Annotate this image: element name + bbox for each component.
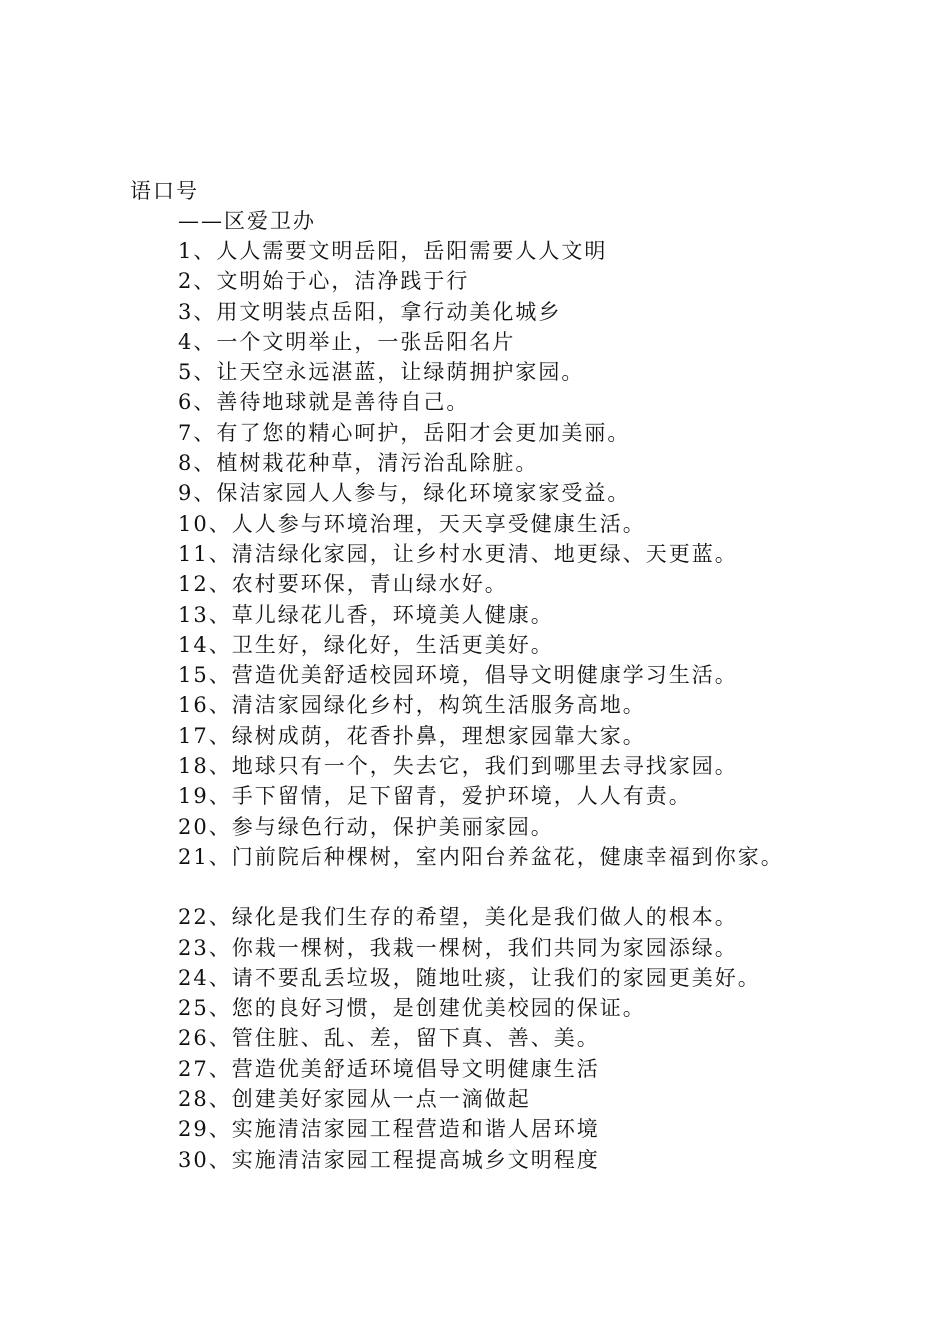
slogan-item: 23、你栽一棵树，我栽一棵树，我们共同为家园添绿。: [178, 935, 738, 960]
slogan-item: 12、农村要环保，青山绿水好。: [178, 572, 508, 597]
slogan-item: 24、请不要乱丢垃圾，随地吐痰，让我们的家园更美好。: [178, 965, 761, 990]
slogan-item: 2、文明始于心，洁净践于行: [178, 269, 470, 294]
slogan-item: 26、管住脏、乱、差，留下真、善、美。: [178, 1026, 600, 1051]
slogan-item: 30、实施清洁家园工程提高城乡文明程度: [178, 1147, 600, 1172]
slogan-item: 25、您的良好习惯，是创建优美校园的保证。: [178, 996, 646, 1021]
slogan-item: 9、保洁家园人人参与，绿化环境家家受益。: [178, 481, 631, 506]
slogan-item: 4、一个文明举止，一张岳阳名片: [178, 329, 516, 354]
slogan-item: 22、绿化是我们生存的希望，美化是我们做人的根本。: [178, 905, 738, 930]
slogan-item: 14、卫生好，绿化好，生活更美好。: [178, 632, 554, 657]
slogan-item: 17、绿树成荫，花香扑鼻，理想家园靠大家。: [178, 723, 646, 748]
slogan-item: 20、参与绿色行动，保护美丽家园。: [178, 814, 554, 839]
slogan-item: 21、门前院后种棵树，室内阳台养盆花，健康幸福到你家。: [178, 844, 784, 869]
slogan-item: 11、清洁绿化家园，让乡村水更清、地更绿、天更蓝。: [178, 541, 738, 566]
document-title: 语口号: [130, 179, 199, 203]
slogan-item: 3、用文明装点岳阳，拿行动美化城乡: [178, 299, 562, 324]
slogan-item: 5、让天空永远湛蓝，让绿荫拥护家园。: [178, 360, 585, 385]
slogan-item: 1、人人需要文明岳阳，岳阳需要人人文明: [178, 239, 608, 263]
slogan-item: 18、地球只有一个，失去它，我们到哪里去寻找家园。: [178, 754, 738, 779]
slogan-item: 27、营造优美舒适环境倡导文明健康生活: [178, 1056, 600, 1081]
slogan-item: 8、植树栽花种草，清污治乱除脏。: [178, 451, 539, 476]
slogan-item: 13、草儿绿花儿香，环境美人健康。: [178, 602, 554, 627]
slogan-item: 16、清洁家园绿化乡村，构筑生活服务高地。: [178, 693, 646, 718]
slogan-item: 10、人人参与环境治理，天天享受健康生活。: [178, 511, 646, 536]
slogan-item: 29、实施清洁家园工程营造和谐人居环境: [178, 1117, 600, 1142]
slogan-item: 19、手下留情，足下留青，爱护环境，人人有责。: [178, 784, 692, 809]
slogan-list: [178, 236, 784, 1175]
slogan-item: 15、营造优美舒适校园环境，倡导文明健康学习生活。: [178, 663, 738, 688]
document-author: ——区爱卫办: [178, 209, 316, 233]
slogan-item: 28、创建美好家园从一点一滴做起: [178, 1087, 531, 1112]
slogan-item: 6、善待地球就是善待自己。: [178, 390, 470, 415]
slogan-item: 7、有了您的精心呵护，岳阳才会更加美丽。: [178, 420, 631, 445]
